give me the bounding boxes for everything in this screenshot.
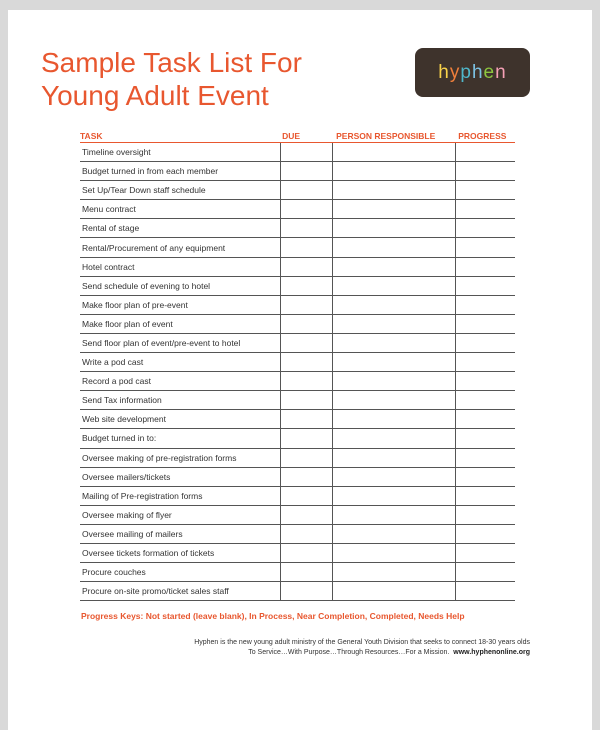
progress-cell[interactable]: [455, 486, 515, 505]
progress-cell[interactable]: [455, 219, 515, 238]
progress-cell[interactable]: [455, 257, 515, 276]
task-cell: Mailing of Pre-registration forms: [80, 486, 280, 505]
due-cell[interactable]: [280, 353, 332, 372]
person-responsible-cell[interactable]: [332, 257, 455, 276]
progress-cell[interactable]: [455, 543, 515, 562]
progress-cell[interactable]: [455, 524, 515, 543]
task-cell: Rental/Procurement of any equipment: [80, 238, 280, 257]
task-cell: Rental of stage: [80, 219, 280, 238]
person-responsible-cell[interactable]: [332, 372, 455, 391]
footer-line-1: Hyphen is the new young adult ministry of the General Youth Division that seeks to connect 18-30 years olds: [194, 639, 530, 646]
progress-cell[interactable]: [455, 276, 515, 295]
logo-letter: h: [471, 61, 484, 83]
task-cell: Timeline oversight: [80, 143, 280, 162]
due-cell[interactable]: [280, 372, 332, 391]
person-responsible-cell[interactable]: [332, 486, 455, 505]
table-row: [80, 372, 515, 391]
logo-letter: p: [460, 61, 472, 83]
task-cell: Oversee mailing of mailers: [80, 524, 280, 543]
table-row: [80, 524, 515, 543]
task-cell: Web site development: [80, 410, 280, 429]
task-cell: Send Tax information: [80, 391, 280, 410]
table-row: [80, 333, 515, 352]
due-cell[interactable]: [280, 181, 332, 200]
table-row: [80, 257, 515, 276]
person-responsible-cell[interactable]: [332, 448, 455, 467]
due-cell[interactable]: [280, 238, 332, 257]
task-cell: Write a pod cast: [80, 353, 280, 372]
due-cell[interactable]: [280, 333, 332, 352]
due-cell[interactable]: [280, 391, 332, 410]
person-responsible-cell[interactable]: [332, 563, 455, 582]
header-progress: PROGRESS: [455, 127, 515, 143]
person-responsible-cell[interactable]: [332, 391, 455, 410]
logo-letter: n: [495, 61, 507, 83]
due-cell[interactable]: [280, 429, 332, 448]
person-responsible-cell[interactable]: [332, 238, 455, 257]
progress-cell[interactable]: [455, 391, 515, 410]
person-responsible-cell[interactable]: [332, 505, 455, 524]
person-responsible-cell[interactable]: [332, 333, 455, 352]
task-table: [80, 127, 515, 601]
footer: [194, 638, 530, 658]
table-row: [80, 219, 515, 238]
task-cell: Menu contract: [80, 200, 280, 219]
task-cell: Oversee making of pre-registration forms: [80, 448, 280, 467]
task-cell: Hotel contract: [80, 257, 280, 276]
header-due: DUE: [280, 127, 332, 143]
table-header-row: [80, 127, 515, 143]
progress-cell[interactable]: [455, 563, 515, 582]
due-cell[interactable]: [280, 257, 332, 276]
person-responsible-cell[interactable]: [332, 314, 455, 333]
header-person-responsible: PERSON RESPONSIBLE: [332, 127, 455, 143]
progress-cell[interactable]: [455, 505, 515, 524]
due-cell[interactable]: [280, 505, 332, 524]
table-row: [80, 276, 515, 295]
table-row: [80, 543, 515, 562]
progress-cell[interactable]: [455, 295, 515, 314]
table-row: [80, 448, 515, 467]
due-cell[interactable]: [280, 410, 332, 429]
person-responsible-cell[interactable]: [332, 200, 455, 219]
task-cell: Make floor plan of pre-event: [80, 295, 280, 314]
progress-cell[interactable]: [455, 181, 515, 200]
task-cell: Send floor plan of event/pre-event to hotel: [80, 333, 280, 352]
task-cell: Record a pod cast: [80, 372, 280, 391]
table-row: [80, 467, 515, 486]
due-cell[interactable]: [280, 143, 332, 162]
task-cell: Make floor plan of event: [80, 314, 280, 333]
person-responsible-cell[interactable]: [332, 543, 455, 562]
progress-cell[interactable]: [455, 314, 515, 333]
person-responsible-cell[interactable]: [332, 276, 455, 295]
table-row: [80, 181, 515, 200]
progress-cell[interactable]: [455, 333, 515, 352]
footer-url[interactable]: www.hyphenonline.org: [453, 649, 530, 656]
task-cell: Budget turned in from each member: [80, 162, 280, 181]
table-row: [80, 410, 515, 429]
table-row: [80, 563, 515, 582]
progress-keys: Progress Keys: Not started (leave blank), In Process, Near Completion, Completed, Needs Help: [81, 611, 465, 621]
due-cell[interactable]: [280, 219, 332, 238]
due-cell[interactable]: [280, 486, 332, 505]
progress-cell[interactable]: [455, 410, 515, 429]
table-row: [80, 391, 515, 410]
progress-cell[interactable]: [455, 143, 515, 162]
progress-cell[interactable]: [455, 467, 515, 486]
due-cell[interactable]: [280, 543, 332, 562]
table-row: [80, 295, 515, 314]
table-row: [80, 429, 515, 448]
progress-cell[interactable]: [455, 353, 515, 372]
table-row: [80, 314, 515, 333]
person-responsible-cell[interactable]: [332, 429, 455, 448]
footer-tagline: To Service…With Purpose…Through Resources…For a Mission.: [248, 649, 450, 656]
document-title: [41, 46, 302, 112]
task-cell: Oversee making of flyer: [80, 505, 280, 524]
person-responsible-cell[interactable]: [332, 410, 455, 429]
person-responsible-cell[interactable]: [332, 524, 455, 543]
person-responsible-cell[interactable]: [332, 181, 455, 200]
table-row: [80, 505, 515, 524]
due-cell[interactable]: [280, 162, 332, 181]
progress-cell[interactable]: [455, 429, 515, 448]
due-cell[interactable]: [280, 276, 332, 295]
task-cell: Set Up/Tear Down staff schedule: [80, 181, 280, 200]
logo-letter: e: [483, 61, 496, 83]
logo-letter: h: [438, 61, 450, 83]
table-row: [80, 143, 515, 162]
task-cell: Procure on-site promo/ticket sales staff: [80, 582, 280, 601]
progress-cell[interactable]: [455, 162, 515, 181]
table-row: [80, 162, 515, 181]
task-cell: Send schedule of evening to hotel: [80, 276, 280, 295]
table-row: [80, 238, 515, 257]
table-row: [80, 200, 515, 219]
title-line-1: Sample Task List For: [41, 47, 302, 78]
person-responsible-cell[interactable]: [332, 295, 455, 314]
person-responsible-cell[interactable]: [332, 467, 455, 486]
task-cell: Oversee tickets formation of tickets: [80, 543, 280, 562]
due-cell[interactable]: [280, 448, 332, 467]
person-responsible-cell[interactable]: [332, 162, 455, 181]
due-cell[interactable]: [280, 200, 332, 219]
table-row: [80, 486, 515, 505]
due-cell[interactable]: [280, 295, 332, 314]
progress-cell[interactable]: [455, 238, 515, 257]
person-responsible-cell[interactable]: [332, 353, 455, 372]
progress-cell[interactable]: [455, 582, 515, 601]
due-cell[interactable]: [280, 314, 332, 333]
header-task: TASK: [80, 127, 280, 143]
person-responsible-cell[interactable]: [332, 582, 455, 601]
due-cell[interactable]: [280, 582, 332, 601]
footer-line-2: [194, 648, 530, 658]
person-responsible-cell[interactable]: [332, 219, 455, 238]
title-line-2: Young Adult Event: [41, 80, 269, 111]
table-row: [80, 353, 515, 372]
due-cell[interactable]: [280, 563, 332, 582]
progress-cell[interactable]: [455, 448, 515, 467]
table-row: [80, 582, 515, 601]
task-cell: Oversee mailers/tickets: [80, 467, 280, 486]
progress-cell[interactable]: [455, 372, 515, 391]
logo-letter: y: [449, 61, 461, 83]
person-responsible-cell[interactable]: [332, 143, 455, 162]
due-cell[interactable]: [280, 467, 332, 486]
progress-cell[interactable]: [455, 200, 515, 219]
task-cell: Budget turned in to:: [80, 429, 280, 448]
hyphen-logo: [415, 48, 530, 97]
task-cell: Procure couches: [80, 563, 280, 582]
due-cell[interactable]: [280, 524, 332, 543]
